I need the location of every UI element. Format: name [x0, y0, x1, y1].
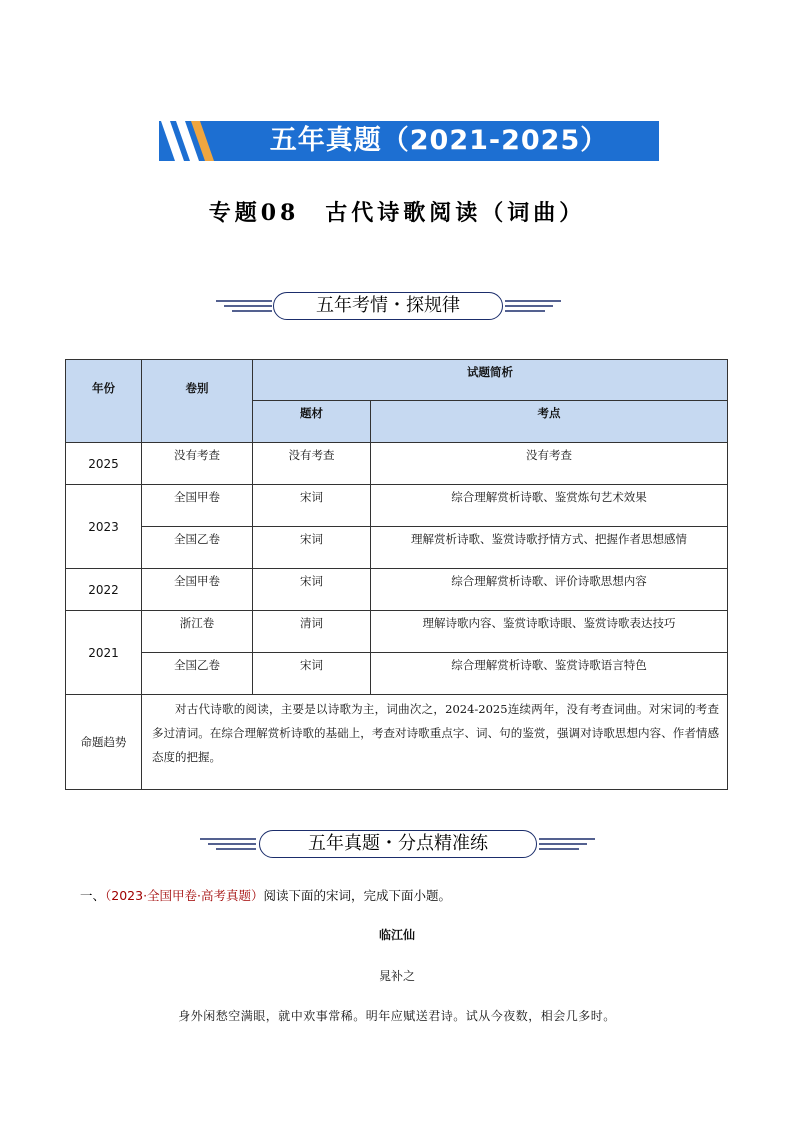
paper-cell: 全国甲卷 — [142, 485, 253, 527]
material-cell: 宋词 — [253, 485, 371, 527]
paper-cell: 没有考查 — [142, 443, 253, 485]
year-cell: 2022 — [66, 569, 142, 611]
section-label-practice: 五年真题・分点精准练 — [259, 830, 537, 858]
right-lines-icon — [539, 836, 595, 852]
section-header-trends — [0, 292, 794, 322]
paper-cell: 浙江卷 — [142, 611, 253, 653]
point-cell: 综合理解赏析诗歌、鉴赏诗歌语言特色 — [371, 653, 728, 695]
material-cell: 宋词 — [253, 527, 371, 569]
table-row — [66, 527, 728, 569]
poem-title: 临江仙 — [378, 928, 415, 942]
paper-cell: 全国甲卷 — [142, 569, 253, 611]
material-cell: 宋词 — [253, 569, 371, 611]
question-source: （2023·全国甲卷·高考真题） — [105, 888, 264, 903]
question-1 — [80, 886, 451, 904]
material-cell: 没有考查 — [253, 443, 371, 485]
table-row — [66, 485, 728, 527]
left-lines-icon — [216, 298, 272, 314]
right-lines-icon — [505, 298, 561, 314]
paper-cell: 全国乙卷 — [142, 527, 253, 569]
trend-text: 对古代诗歌的阅读，主要是以诗歌为主，词曲次之，2024-2025连续两年，没有考查词曲。对宋词的考查多过清词。在综合理解赏析诗歌的基础上，考查对诗歌重点字、词、句的鉴赏，强调对诗歌思想内容、作者情感态度的把握。 — [142, 695, 728, 790]
table-row — [66, 611, 728, 653]
year-cell: 2023 — [66, 485, 142, 569]
header-year: 年份 — [66, 360, 142, 443]
section-header-practice — [0, 830, 794, 860]
header-paper: 卷别 — [142, 360, 253, 443]
left-lines-icon — [200, 836, 256, 852]
year-cell: 2025 — [66, 443, 142, 485]
header-point: 考点 — [371, 401, 728, 443]
point-cell: 理解赏析诗歌、鉴赏诗歌抒情方式、把握作者思想感情 — [371, 527, 728, 569]
paper-cell: 全国乙卷 — [142, 653, 253, 695]
point-cell: 综合理解赏析诗歌、鉴赏炼句艺术效果 — [371, 485, 728, 527]
poem-author: 晁补之 — [378, 969, 415, 983]
material-cell: 清词 — [253, 611, 371, 653]
trend-row — [66, 695, 728, 790]
header-material: 题材 — [253, 401, 371, 443]
topic-title: 专题08 古代诗歌阅读（词曲） — [208, 200, 586, 226]
year-cell: 2021 — [66, 611, 142, 695]
point-cell: 没有考查 — [371, 443, 728, 485]
title-banner — [159, 121, 659, 161]
material-cell: 宋词 — [253, 653, 371, 695]
section-label-trends: 五年考情・探规律 — [273, 292, 503, 320]
table-row — [66, 443, 728, 485]
poem-line: 身外闲愁空满眼，就中欢事常稀。明年应赋送君诗。试从今夜数，相会几多时。 — [178, 1009, 616, 1023]
exam-analysis-table — [65, 359, 728, 790]
question-number: 一、 — [80, 888, 106, 903]
banner-title: 五年真题（2021-2025） — [269, 125, 609, 156]
trend-label: 命题趋势 — [66, 695, 142, 790]
point-cell: 理解诗歌内容、鉴赏诗歌诗眼、鉴赏诗歌表达技巧 — [371, 611, 728, 653]
table-row — [66, 653, 728, 695]
point-cell: 综合理解赏析诗歌、评价诗歌思想内容 — [371, 569, 728, 611]
question-text: 阅读下面的宋词，完成下面小题。 — [263, 888, 452, 903]
header-brief: 试题简析 — [253, 360, 728, 401]
table-row — [66, 569, 728, 611]
